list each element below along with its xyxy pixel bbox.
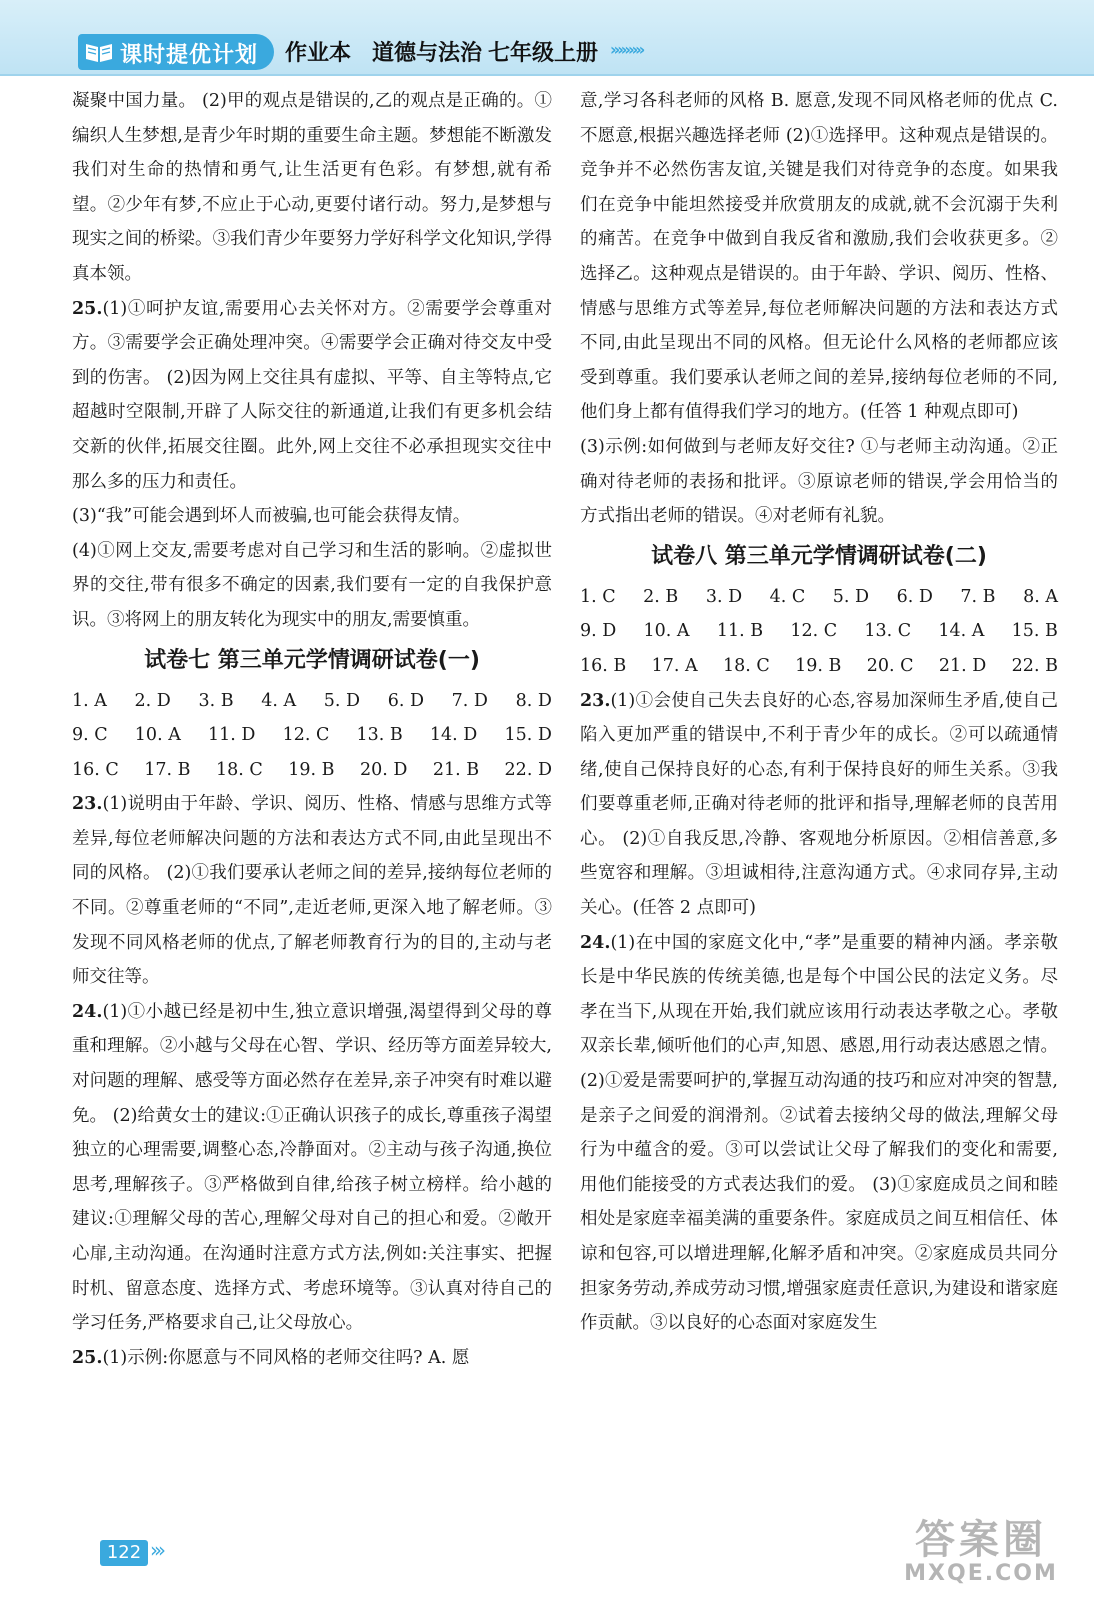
right-column [580, 84, 1058, 1341]
page-number: 122 [100, 1540, 148, 1566]
mc-item: 11. B [716, 621, 764, 642]
book-type: 作业本 [285, 41, 352, 66]
mc-item: 7. D [451, 690, 488, 711]
mc-item: 3. D [705, 586, 743, 607]
mc-item: 15. B [1011, 621, 1058, 642]
brand-banner [78, 34, 274, 70]
mc-item: 22. D [504, 759, 552, 780]
mc-item: 4. A [261, 690, 297, 711]
subject-name: 道德与法治 [372, 41, 483, 66]
page-chevron-icon: ››› [150, 1538, 162, 1562]
mc-item: 9. D [580, 621, 617, 642]
answer-q25 [72, 292, 552, 500]
watermark-text: 答案圈 [915, 1517, 1047, 1563]
mc-item: 2. D [134, 690, 171, 711]
mc-item: 11. D [207, 725, 256, 746]
answer-paragraph: 凝聚中国力量。 (2)甲的观点是错误的,乙的观点是正确的。①编织人生梦想,是青少年时期的重要生命主题。梦想能不断激发我们对生命的热情和勇气,让生活更有色彩。有梦想,就有希望。②少年有梦,不应止于心动,更要付诸行动。努力,是梦想与现实之间的桥梁。③我们青少年要努力学好科学文化知识,学得真本领。 [72, 91, 552, 284]
answer-paragraph: (3)示例:如何做到与老师友好交往? ①与老师主动沟通。②正确对待老师的表扬和批评。③原谅老师的错误,学会用恰当的方式指出老师的错误。④对老师有礼貌。 [580, 436, 1058, 527]
mc-item: 17. B [144, 759, 191, 780]
answer-text: (1)①会使自己失去良好的心态,容易加深师生矛盾,使自己陷入更加严重的错误中,不利于青少年的成长。②可以疏通情绪,使自己保持良好的心态,有利于保持良好的师生关系。③我们要尊重老师,正确对待老师的批评和指导,理解老师的良苦用心。 (2)①自我反思,冷静、客观地分析原因。②相信善意,多些宽容和理解。③坦诚相待,注意沟通方式。④求同存异,主动关心。(任答 2 点即可) [580, 690, 1058, 919]
mc-item: 10. A [134, 725, 181, 746]
mc-item: 10. A [643, 621, 690, 642]
mc-item: 18. C [723, 655, 770, 676]
brand-name: 课时提优计划 [120, 43, 259, 68]
mc-item: 7. B [960, 586, 996, 607]
question-number: 24. [580, 932, 611, 953]
answer-q24 [580, 926, 1058, 1341]
mc-item: 18. C [215, 759, 263, 780]
watermark-logo [886, 1518, 1076, 1588]
answer-q24 [72, 995, 552, 1341]
mc-item: 6. D [387, 690, 425, 711]
mc-row [580, 649, 1058, 684]
mc-item: 21. B [432, 759, 480, 780]
grade-name: 七年级上册 [488, 41, 599, 66]
left-column [72, 84, 552, 1375]
header-chevrons-icon: ››››››››› [610, 40, 643, 59]
mc-item: 8. D [515, 690, 552, 711]
section-title-8: 试卷八 第三单元学情调研试卷(二) [651, 543, 987, 569]
mc-item: 16. B [580, 655, 627, 676]
mc-item: 20. D [359, 759, 408, 780]
mc-item: 21. D [938, 655, 987, 676]
mc-item: 19. B [795, 655, 842, 676]
mc-item: 15. D [504, 725, 552, 746]
mc-row [72, 753, 552, 788]
mc-item: 12. C [790, 621, 838, 642]
answer-text: (1)①小越已经是初中生,独立意识增强,渴望得到父母的尊重和理解。②小越与父母在心智、学识、经历等方面差异较大,对问题的理解、感受等方面必然存在差异,亲子冲突有时难以避免。 (2)给黄女士的建议:①正确认识孩子的成长,尊重孩子渴望独立的心理需要,调整心态,冷静面对。②主动与孩子沟通,换位思考,理解孩子。③严格做到自律,给孩子树立榜样。给小越的建议:①理解父母的苦心,理解父母对自己的担心和爱。②敞开心扉,主动沟通。在沟通时注意方式方法,例如:关注事实、把握时机、留意态度、选择方式、考虑环境等。③认真对待自己的学习任务,严格要求自己,让父母放心。 [72, 1001, 552, 1334]
mc-item: 5. D [832, 586, 870, 607]
mc-item: 19. B [288, 759, 335, 780]
answer-q23 [580, 684, 1058, 926]
mc-item: 22. B [1011, 655, 1058, 676]
page-header [0, 0, 1094, 76]
answer-text: (1)在中国的家庭文化中,“孝”是重要的精神内涵。孝亲敬长是中华民族的传统美德,也是每个中国公民的法定义务。尽孝在当下,从现在开始,我们就应该用行动表达孝敬之心。孝敬双亲长辈,倾听他们的心声,知恩、感恩,用行动表达感恩之情。 (2)①爱是需要呵护的,掌握互动沟通的技巧和应对冲突的智慧,是亲子之间爱的润滑剂。②试着去接纳父母的做法,理解父母行为中蕴含的爱。③可以尝试让父母了解我们的变化和需要,用他们能接受的方式表达我们的爱。 (3)①家庭成员之间和睦相处是家庭幸福美满的重要条件。家庭成员之间互相信任、体谅和包容,可以增进理解,化解矛盾和冲突。②家庭成员共同分担家务劳动,养成劳动习惯,增强家庭责任意识,为建设和谐家庭作贡献。③以良好的心态面对家庭发生 [580, 932, 1058, 1334]
mc-item: 13. B [356, 725, 403, 746]
answer-q25-4: (4)①网上交友,需要考虑对自己学习和生活的影响。②虚拟世界的交往,带有很多不确定的因素,我们要有一定的自我保护意识。③将网上的朋友转化为现实中的朋友,需要慎重。 [72, 540, 552, 630]
mc-item: 1. A [72, 690, 107, 711]
answer-text: (1)示例:你愿意与不同风格的老师交往吗? A. 愿 [102, 1347, 470, 1368]
mc-item: 9. C [72, 725, 108, 746]
mc-item: 14. A [938, 621, 985, 642]
mc-row [580, 580, 1058, 615]
mc-item: 5. D [323, 690, 361, 711]
question-number: 23. [72, 794, 103, 815]
mc-item: 17. A [651, 655, 698, 676]
mc-item: 6. D [896, 586, 933, 607]
question-number: 25. [72, 1347, 103, 1368]
mc-answers-8 [580, 580, 1058, 684]
open-book-icon [84, 40, 114, 64]
mc-item: 14. D [429, 725, 478, 746]
mc-row [72, 684, 552, 719]
mc-answers-7 [72, 684, 552, 788]
answer-q23 [72, 787, 552, 995]
mc-item: 8. A [1023, 586, 1058, 607]
mc-item: 3. B [198, 690, 234, 711]
answer-text: (1)①呵护友谊,需要用心去关怀对方。②需要学会尊重对方。③需要学会正确处理冲突。④需要学会正确对待交友中受到的伤害。 (2)因为网上交往具有虚拟、平等、自主等特点,它超越时空限制,开辟了人际交往的新通道,让我们有更多机会结交新的伙伴,拓展交往圈。此外,网上交往不必承担现实交往中那么多的压力和责任。 [72, 298, 552, 492]
mc-item: 13. C [864, 621, 912, 642]
question-number: 23. [580, 690, 611, 711]
mc-row [580, 614, 1058, 649]
question-number: 25. [72, 298, 103, 319]
mc-item: 4. C [769, 586, 806, 607]
watermark-domain: MXQE.COM [904, 1561, 1058, 1586]
section-title-7: 试卷七 第三单元学情调研试卷(一) [144, 647, 480, 673]
mc-item: 20. C [866, 655, 914, 676]
mc-item: 12. C [282, 725, 330, 746]
mc-item: 2. B [643, 586, 679, 607]
answer-q25-3: (3)“我”可能会遇到坏人而被骗,也可能会获得友情。 [72, 506, 471, 527]
answer-paragraph: 意,学习各科老师的风格 B. 愿意,发现不同风格老师的优点 C. 不愿意,根据兴趣选择老师 (2)①选择甲。这种观点是错误的。竞争并不必然伤害友谊,关键是我们对待竞争的态度。如果我们在竞争中能坦然接受并欣赏朋友的成就,就不会沉溺于失利的痛苦。在竞争中做到自我反省和激励,我们会收获更多。②选择乙。这种观点是错误的。由于年龄、学识、阅历、性格、情感与思维方式等差异,每位老师解决问题的方法和表达方式不同,由此呈现出不同的风格。但无论什么风格的老师都应该受到尊重。我们要承认老师之间的差异,接纳每位老师的不同,他们身上都有值得我们学习的地方。(任答 1 种观点即可) [580, 91, 1058, 423]
answer-text: (1)说明由于年龄、学识、阅历、性格、情感与思维方式等差异,每位老师解决问题的方法和表达方式不同,由此呈现出不同的风格。 (2)①我们要承认老师之间的差异,接纳每位老师的不同。②尊重老师的“不同”,走近老师,更深入地了解老师。③发现不同风格老师的优点,了解老师教育行为的目的,主动与老师交往等。 [72, 794, 552, 988]
mc-item: 16. C [72, 759, 119, 780]
question-number: 24. [72, 1001, 103, 1022]
mc-item: 1. C [580, 586, 616, 607]
answer-q25b [72, 1341, 552, 1376]
mc-row [72, 718, 552, 753]
